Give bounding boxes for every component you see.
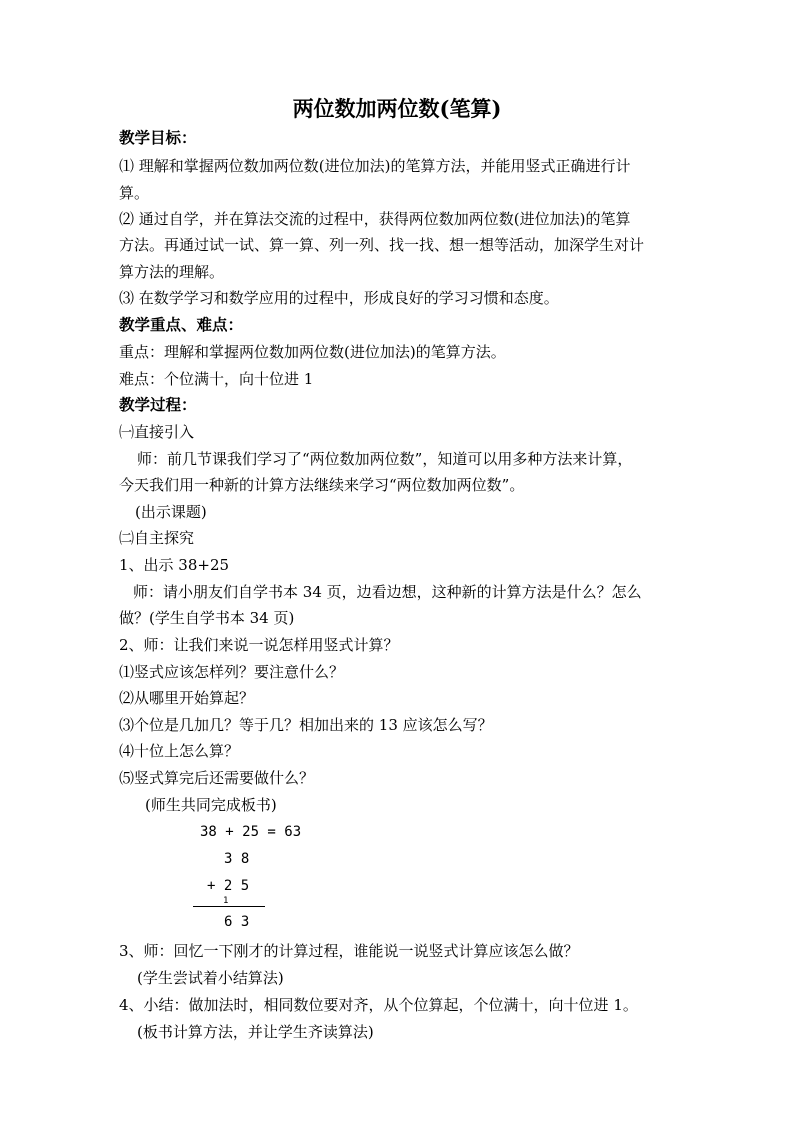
step-1-line-1: 师：请小朋友们自学书本 34 页，边看边想，这种新的计算方法是什么？怎么 bbox=[133, 583, 642, 601]
step-2: 2、师：让我们来说一说怎样用竖式计算？ bbox=[119, 636, 399, 654]
objective-2-line-2: 方法。再通过试一试、算一算、列一列、找一找、想一想等活动，加深学生对计 bbox=[119, 236, 645, 254]
objectives-heading: 教学目标： bbox=[119, 128, 197, 147]
objective-1-line-1: ⑴ 理解和掌握两位数加两位数(进位加法)的笔算方法，并能用竖式正确进行计 bbox=[119, 157, 631, 175]
vertical-result: 6 3 bbox=[224, 914, 250, 930]
equation: 38 + 25 = 63 bbox=[200, 824, 302, 840]
difficulty-point: 难点：个位满十，向十位进 1 bbox=[119, 370, 314, 388]
vertical-addend-2: + 2 5 bbox=[207, 878, 250, 894]
carry-digit: 1 bbox=[223, 896, 229, 906]
vertical-addend-1: 3 8 bbox=[224, 851, 250, 867]
question-1: ⑴竖式应该怎样列？要注意什么？ bbox=[119, 663, 345, 681]
part-1-title: ㈠直接引入 bbox=[119, 423, 195, 441]
step-4-note: (板书计算方法，并让学生齐读算法) bbox=[137, 1023, 374, 1041]
step-1: 1、出示 38+25 bbox=[119, 556, 230, 574]
objective-2-line-1: ⑵ 通过自学，并在算法交流的过程中，获得两位数加两位数(进位加法)的笔算 bbox=[119, 210, 631, 228]
step-3: 3、师：回忆一下刚才的计算过程，谁能说一说竖式计算应该怎么做？ bbox=[119, 942, 579, 960]
sum-line bbox=[193, 906, 265, 907]
part-1-line-3: (出示课题) bbox=[135, 503, 207, 521]
part-2-title: ㈡自主探究 bbox=[119, 529, 195, 547]
question-4: ⑷十位上怎么算？ bbox=[119, 742, 240, 760]
document-title: 两位数加两位数(笔算) bbox=[292, 96, 502, 121]
step-3-note: (学生尝试着小结算法) bbox=[137, 969, 284, 987]
focus-point: 重点：理解和掌握两位数加两位数(进位加法)的笔算方法。 bbox=[119, 343, 506, 361]
objective-3-line-1: ⑶ 在数学学习和数学应用的过程中，形成良好的学习习惯和态度。 bbox=[119, 289, 559, 307]
step-4: 4、小结：做加法时，相同数位要对齐，从个位算起，个位满十，向十位进 1。 bbox=[119, 996, 638, 1014]
question-2: ⑵从哪里开始算起？ bbox=[119, 689, 255, 707]
process-heading: 教学过程： bbox=[119, 395, 197, 414]
part-1-line-1: 师：前几节课我们学习了“两位数加两位数”，知道可以用多种方法来计算， bbox=[137, 450, 633, 468]
question-3: ⑶个位是几加几？等于几？相加出来的 13 应该怎么写？ bbox=[119, 716, 493, 734]
key-points-heading: 教学重点、难点： bbox=[119, 315, 244, 334]
objective-2-line-3: 算方法的理解。 bbox=[119, 263, 225, 281]
step-1-line-2: 做？(学生自学书本 34 页) bbox=[119, 609, 295, 627]
board-note: (师生共同完成板书) bbox=[145, 796, 277, 814]
objective-1-line-2: 算。 bbox=[119, 184, 150, 202]
part-1-line-2: 今天我们用一种新的计算方法继续来学习“两位数加两位数”。 bbox=[119, 476, 525, 494]
question-5: ⑸竖式算完后还需要做什么？ bbox=[119, 769, 315, 787]
